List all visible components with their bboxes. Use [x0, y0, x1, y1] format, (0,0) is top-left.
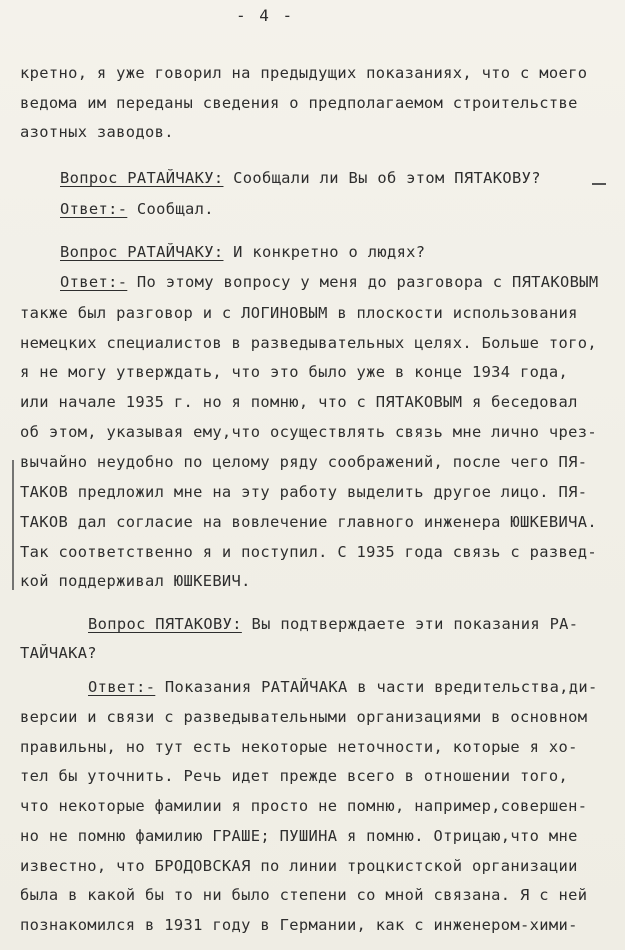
text-line: что некоторые фамилии я просто не помню, например,совершен-	[20, 797, 588, 815]
answer-line	[88, 677, 598, 697]
question-line	[60, 168, 541, 188]
question-text: Вы подтверждаете эти показания РА-	[241, 615, 579, 633]
answer-line	[60, 272, 599, 292]
text-line: вычайно неудобно по целому ряду соображений, после чего ПЯ-	[20, 453, 588, 471]
text-line: ТАЙЧАКА?	[20, 644, 97, 662]
question-label: Вопрос РАТАЙЧАКУ:	[60, 243, 224, 261]
text-line: или начале 1935 г. но я помню, что с ПЯТАКОВЫМ я беседовал	[20, 393, 578, 411]
text-line: я не могу утверждать, что это было уже в конце 1934 года,	[20, 363, 569, 381]
question-label: Вопрос РАТАЙЧАКУ:	[60, 169, 224, 187]
text-line: ТАКОВ предложил мне на эту работу выделить другое лицо. ПЯ-	[20, 483, 588, 501]
answer-text: По этому вопросу у меня до разговора с ПЯТАКОВЫМ	[127, 273, 599, 291]
text-line: кой поддерживал ЮШКЕВИЧ.	[20, 572, 251, 590]
question-text: Сообщали ли Вы об этом ПЯТАКОВУ?	[223, 169, 541, 187]
answer-label: Ответ:-	[60, 200, 128, 218]
text-line: известно, что БРОДОВСКАЯ по линии троцкистской организации	[20, 857, 578, 875]
text-line: немецких специалистов в разведывательных целях. Больше того,	[20, 334, 597, 352]
text-line: об этом, указывая ему,что осуществлять связь мне лично чрез-	[20, 423, 597, 441]
text-line: ведома им переданы сведения о предполагаемом строительстве	[20, 94, 578, 112]
question-line	[60, 242, 425, 262]
answer-text: Показания РАТАЙЧАКА в части вредительства,ди-	[155, 678, 598, 696]
text-line: также был разговор и с ЛОГИНОВЫМ в плоскости использования	[20, 304, 578, 322]
text-line: тел бы уточнить. Речь идет прежде всего в отношении того,	[20, 767, 569, 785]
margin-dash-mark	[592, 183, 606, 185]
answer-text: Сообщал.	[127, 200, 214, 218]
answer-line	[60, 199, 214, 219]
answer-label: Ответ:-	[60, 273, 128, 291]
text-line: Так соответственно я и поступил. С 1935 года связь с развед-	[20, 543, 597, 561]
answer-label: Ответ:-	[88, 678, 156, 696]
text-line: ТАКОВ дал согласие на вовлечение главного инженера ЮШКЕВИЧА.	[20, 513, 597, 531]
margin-line-mark	[12, 460, 14, 590]
text-line: правильны, но тут есть некоторые неточности, которые я хо-	[20, 738, 578, 756]
text-line: кретно, я уже говорил на предыдущих показаниях, что с моего	[20, 64, 588, 82]
page-number: - 4 -	[236, 6, 295, 25]
text-line: азотных заводов.	[20, 123, 174, 141]
text-line: познакомился в 1931 году в Германии, как с инженером-хими-	[20, 916, 578, 934]
question-label: Вопрос ПЯТАКОВУ:	[88, 615, 242, 633]
question-line	[88, 614, 578, 634]
text-line: но не помню фамилию ГРАШЕ; ПУШИНА я помню. Отрицаю,что мне	[20, 827, 578, 845]
question-text: И конкретно о людях?	[223, 243, 426, 261]
text-line: версии и связи с разведывательными организациями в основном	[20, 708, 588, 726]
text-line: была в какой бы то ни было степени со мной связана. Я с ней	[20, 886, 588, 904]
